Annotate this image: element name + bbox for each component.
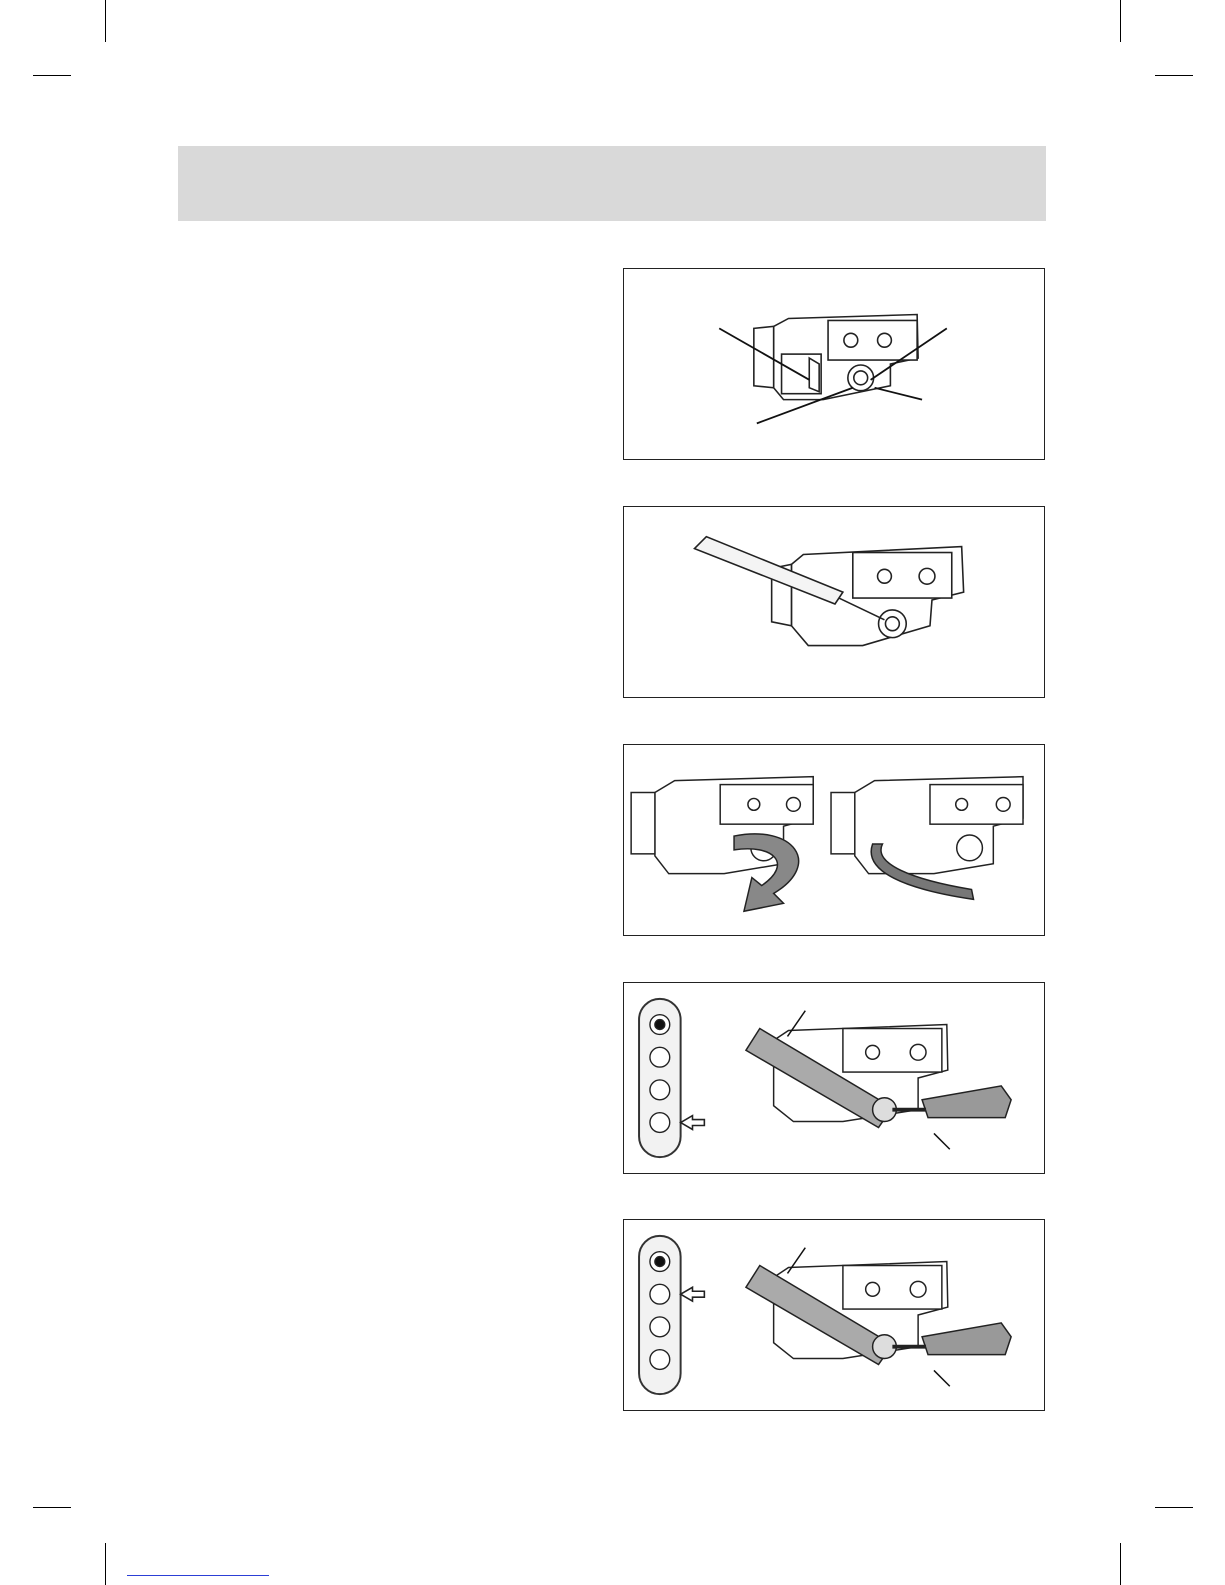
pressure-adjust-low-illustration (624, 1220, 1044, 1410)
crop-mark-top-left-h (33, 75, 71, 76)
crop-mark-bottom-left-h (33, 1507, 71, 1508)
section-header-band (178, 146, 1046, 221)
valve-callout-illustration (624, 269, 1044, 459)
crop-mark-bottom-right-h (1155, 1507, 1193, 1508)
figure-pressure-adjust-high (623, 982, 1045, 1174)
crop-mark-bottom-right-v (1120, 1543, 1121, 1585)
pressure-adjust-high-illustration (624, 983, 1044, 1173)
screwdriver-illustration (624, 507, 1044, 697)
footer-link-underline[interactable] (127, 1575, 269, 1576)
figure-valve-callouts (623, 268, 1045, 460)
crop-mark-bottom-left-v (105, 1543, 106, 1585)
figure-adjust-rotate-and-tube (623, 744, 1045, 936)
crop-mark-top-left-v (105, 0, 106, 42)
crop-mark-top-right-h (1155, 75, 1193, 76)
rotate-and-tube-illustration (624, 745, 1044, 935)
crop-mark-top-right-v (1120, 0, 1121, 42)
figure-remove-cap-screwdriver (623, 506, 1045, 698)
figure-pressure-adjust-low (623, 1219, 1045, 1411)
